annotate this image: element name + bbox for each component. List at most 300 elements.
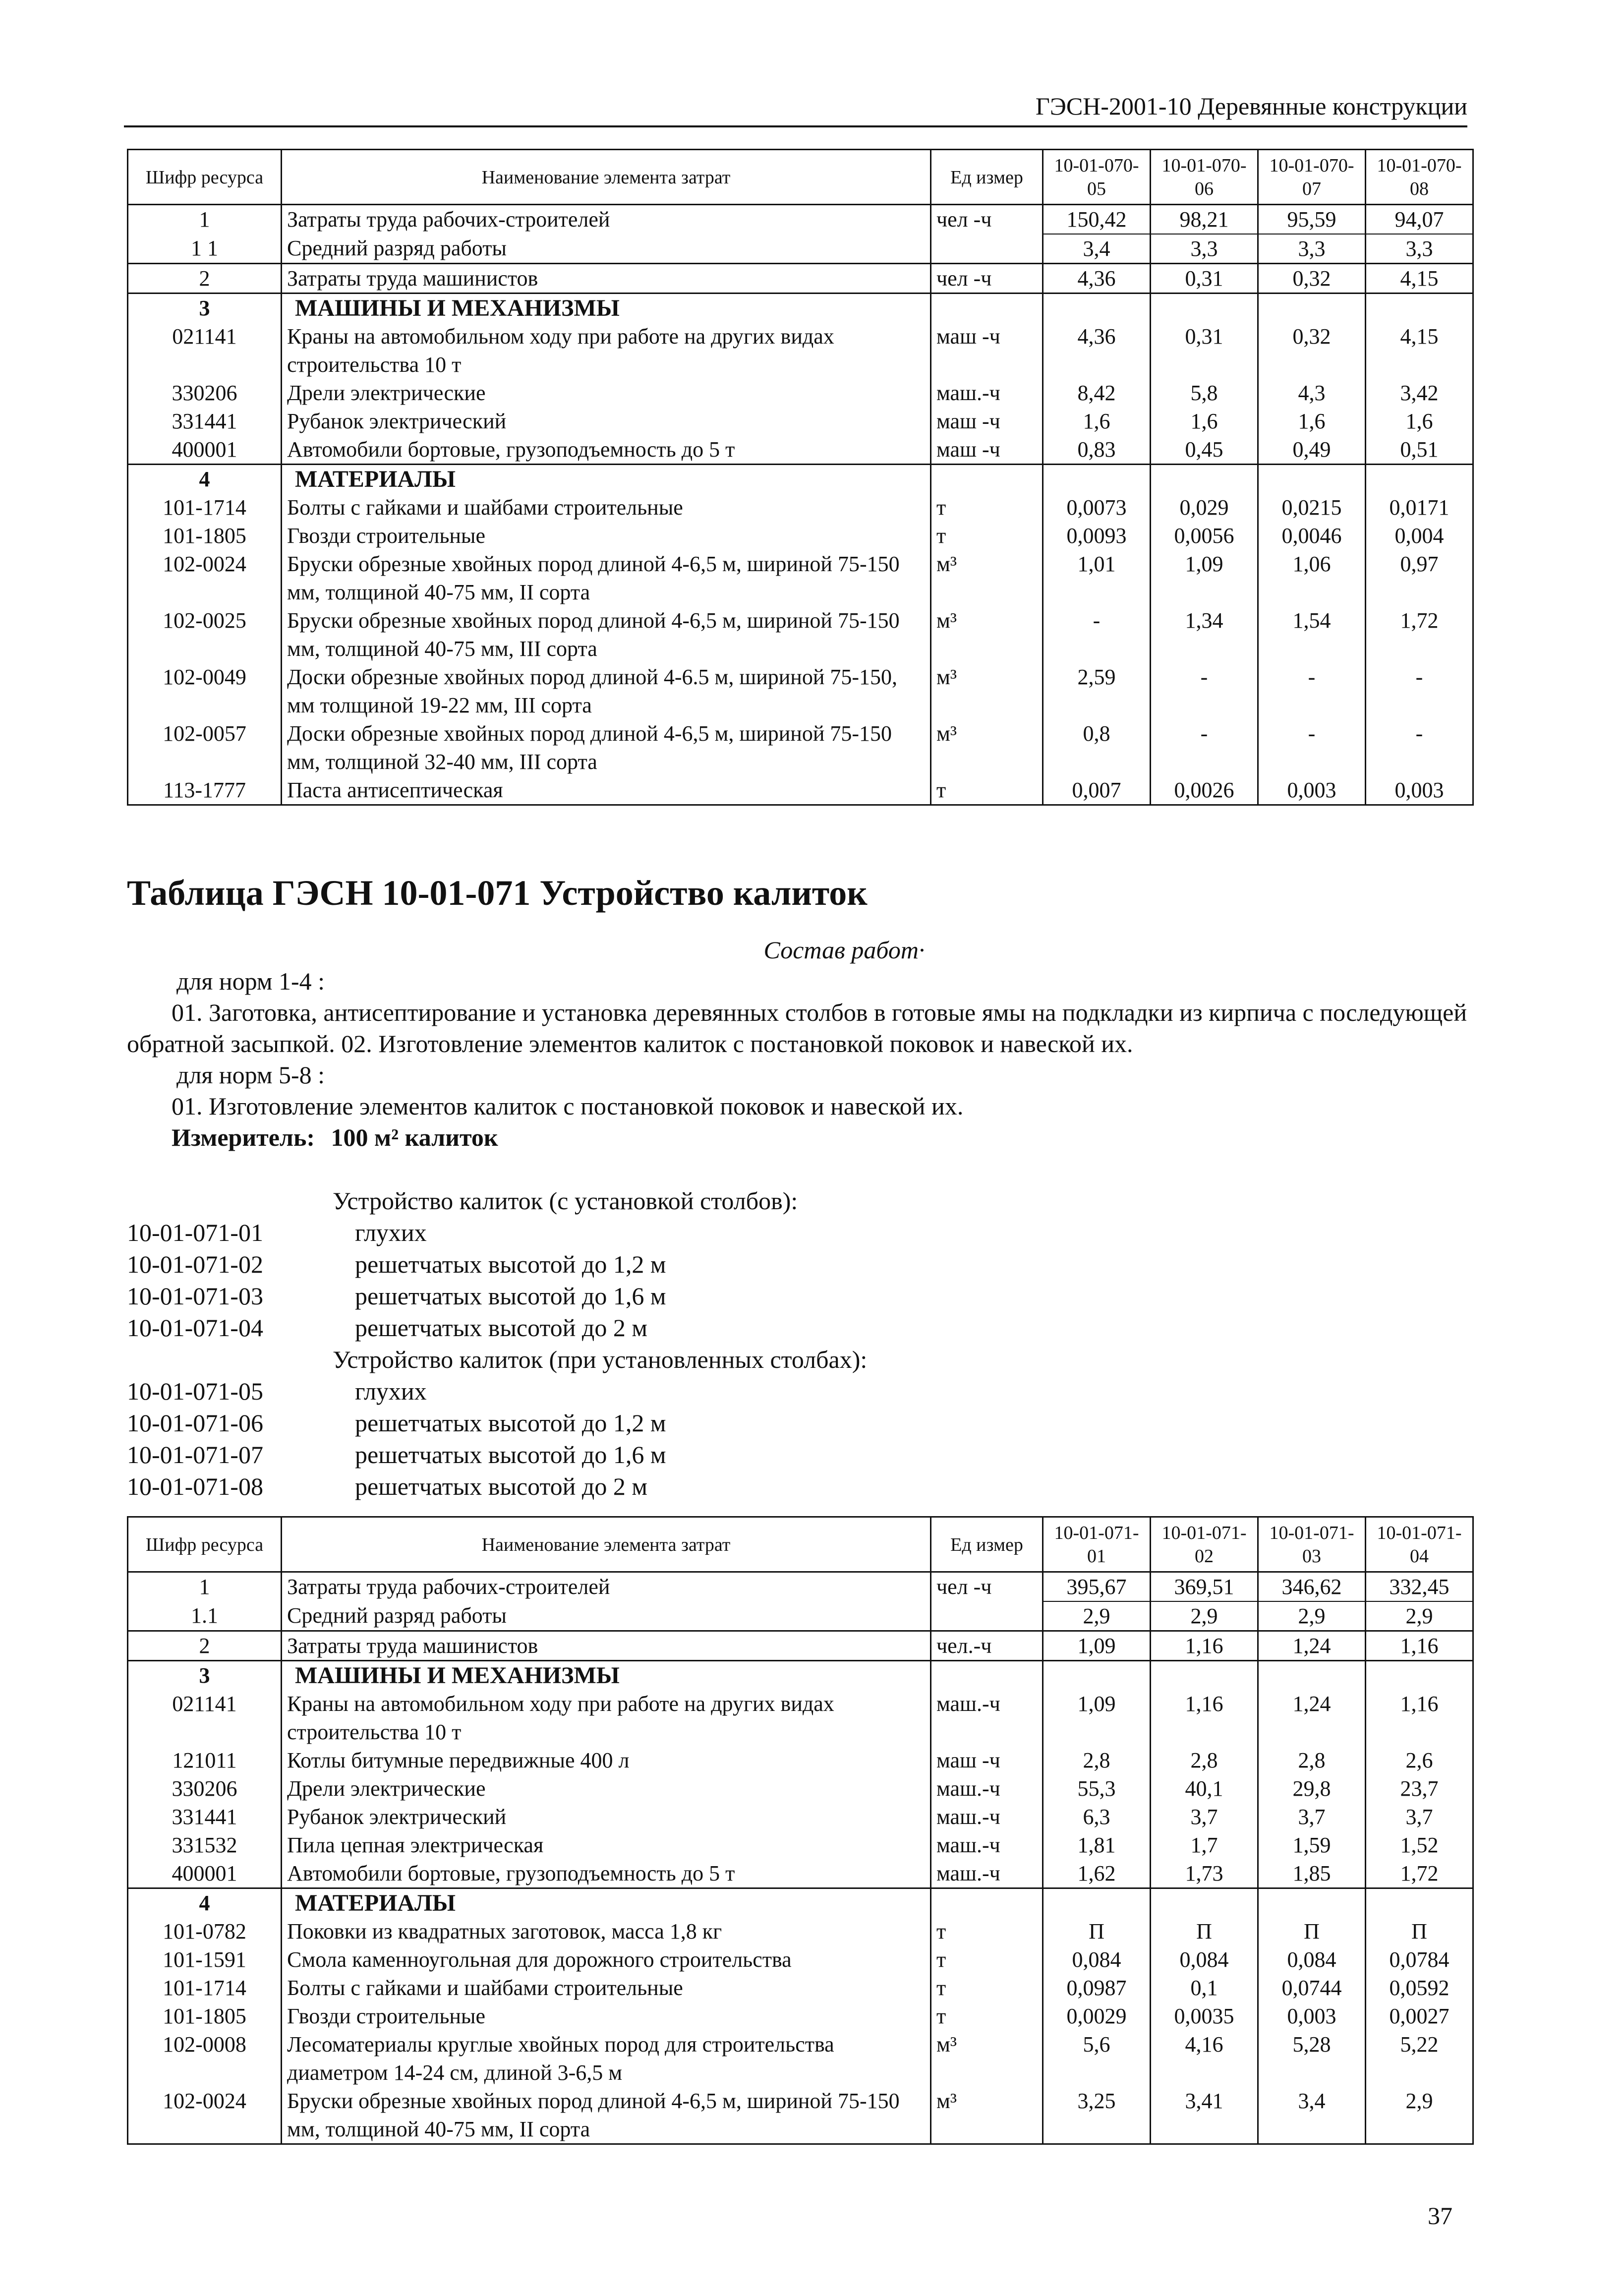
table-row: [128, 234, 1473, 264]
resource-name: Паста антисептическая: [282, 776, 931, 805]
value-cell: 1,72: [1366, 1859, 1473, 1888]
value-cell: 3,4: [1258, 2087, 1366, 2144]
norm-text: решетчатых высотой до 2 м: [355, 1314, 647, 1342]
resource-unit: маш -ч: [931, 322, 1043, 379]
value-cell: 0,0215: [1258, 493, 1366, 522]
resource-code: 101-1591: [128, 1945, 282, 1974]
resource-unit: маш -ч: [931, 1746, 1043, 1774]
value-cell: 1,73: [1151, 1859, 1258, 1888]
table-row: [128, 1690, 1473, 1746]
value-cell: 332,45: [1366, 1572, 1473, 1602]
resource-name: Автомобили бортовые, грузоподъемность до 5 т: [282, 1859, 931, 1888]
resource-unit: чел -ч: [931, 264, 1043, 294]
resource-name: Дрели электрические: [282, 1774, 931, 1803]
resource-code: 101-1714: [128, 1974, 282, 2002]
resource-code: 102-0049: [128, 663, 282, 719]
resource-code: 102-0024: [128, 550, 282, 606]
resource-code: 101-1805: [128, 2002, 282, 2030]
resource-unit: [931, 1661, 1043, 1690]
resource-code: 400001: [128, 1859, 282, 1888]
header-col-2: 10-01-071-02: [1151, 1517, 1258, 1572]
resource-name: Средний разряд работы: [282, 234, 931, 264]
resource-name: Смола каменноугольная для дорожного строительства: [282, 1945, 931, 1974]
resource-unit: т: [931, 1917, 1043, 1945]
resource-name: Бруски обрезные хвойных пород длиной 4-6,5 м, шириной 75-150 мм, толщиной 40-75 мм, II сорта: [282, 2087, 931, 2144]
resource-unit: м³: [931, 2030, 1043, 2087]
resource-code: 2: [128, 1631, 282, 1661]
resource-unit: чел -ч: [931, 205, 1043, 235]
table-row: [128, 294, 1473, 323]
value-cell: 369,51: [1151, 1572, 1258, 1602]
value-cell: 2,9: [1151, 1601, 1258, 1631]
resource-code: 102-0024: [128, 2087, 282, 2144]
resource-name: МАТЕРИАЛЫ: [282, 465, 931, 494]
resource-code: 113-1777: [128, 776, 282, 805]
resource-unit: маш -ч: [931, 407, 1043, 435]
value-cell: 1,52: [1366, 1831, 1473, 1859]
resource-name: Лесоматериалы круглые хвойных пород для строительства диаметром 14-24 см, длиной 3-6,5 м: [282, 2030, 931, 2087]
resource-name: Краны на автомобильном ходу при работе на других видах строительства 10 т: [282, 1690, 931, 1746]
measure-line: [127, 1122, 1472, 1153]
value-cell: 0,31: [1151, 322, 1258, 379]
norm-item: [127, 1312, 867, 1344]
resource-name: Бруски обрезные хвойных пород длиной 4-6,5 м, шириной 75-150 мм, толщиной 40-75 мм, II сорта: [282, 550, 931, 606]
header-code: Шифр ресурса: [128, 150, 282, 205]
value-cell: -: [1043, 606, 1151, 663]
header-name: Наименование элемента затрат: [282, 150, 931, 205]
work-5-8: 01. Изготовление элементов калиток с постановкой поковок и навеской их.: [172, 1092, 964, 1120]
table-row: [128, 435, 1473, 465]
value-cell: 95,59: [1258, 205, 1366, 235]
resource-code: 2: [128, 264, 282, 294]
value-cell: 0,003: [1258, 2002, 1366, 2030]
header-col-1: 10-01-070-05: [1043, 150, 1151, 205]
table-row: [128, 1888, 1473, 1918]
value-cell: 5,22: [1366, 2030, 1473, 2087]
resource-unit: маш.-ч: [931, 379, 1043, 407]
resource-name: Рубанок электрический: [282, 1803, 931, 1831]
resource-code: 330206: [128, 1774, 282, 1803]
norm-text: решетчатых высотой до 1,6 м: [355, 1441, 666, 1469]
resource-name: Доски обрезные хвойных пород длиной 4-6,5 м, шириной 75-150 мм, толщиной 32-40 мм, III сорта: [282, 719, 931, 776]
value-cell: 1,16: [1151, 1690, 1258, 1746]
value-cell: 0,49: [1258, 435, 1366, 465]
table-row: [128, 2087, 1473, 2144]
resource-code: 331441: [128, 1803, 282, 1831]
norm-code: 10-01-071-04: [127, 1314, 263, 1342]
norm-code: 10-01-071-06: [127, 1409, 263, 1437]
value-cell: 2,9: [1043, 1601, 1151, 1631]
value-cell: 98,21: [1151, 205, 1258, 235]
value-cell: [1151, 465, 1258, 494]
value-cell: 3,7: [1366, 1803, 1473, 1831]
value-cell: 0,97: [1366, 550, 1473, 606]
value-cell: 1,09: [1043, 1631, 1151, 1661]
value-cell: 0,084: [1151, 1945, 1258, 1974]
value-cell: 0,0987: [1043, 1974, 1151, 2002]
header-col-2: 10-01-070-06: [1151, 150, 1258, 205]
value-cell: 5,8: [1151, 379, 1258, 407]
value-cell: 6,3: [1043, 1803, 1151, 1831]
value-cell: 4,3: [1258, 379, 1366, 407]
value-cell: 0,0073: [1043, 493, 1151, 522]
value-cell: 3,25: [1043, 2087, 1151, 2144]
norms-5-8-label: для норм 5-8 :: [176, 1061, 325, 1089]
value-cell: 5,28: [1258, 2030, 1366, 2087]
value-cell: [1151, 294, 1258, 323]
value-cell: 0,0093: [1043, 522, 1151, 550]
value-cell: 1,6: [1043, 407, 1151, 435]
value-cell: П: [1151, 1917, 1258, 1945]
norm-item: [127, 1217, 867, 1248]
resource-name: Затраты труда машинистов: [282, 264, 931, 294]
value-cell: П: [1366, 1917, 1473, 1945]
value-cell: [1258, 294, 1366, 323]
norm-code: 10-01-071-05: [127, 1377, 263, 1405]
value-cell: 23,7: [1366, 1774, 1473, 1803]
value-cell: 4,15: [1366, 264, 1473, 294]
table-row: [128, 2002, 1473, 2030]
value-cell: 2,9: [1366, 1601, 1473, 1631]
value-cell: [1258, 1661, 1366, 1690]
value-cell: 3,7: [1151, 1803, 1258, 1831]
norm-group-2-items: [127, 1375, 867, 1502]
value-cell: 1,6: [1151, 407, 1258, 435]
header-unit: Ед измер: [931, 1517, 1043, 1572]
resource-unit: [931, 234, 1043, 264]
resource-name: Затраты труда машинистов: [282, 1631, 931, 1661]
value-cell: [1043, 1661, 1151, 1690]
value-cell: [1366, 1661, 1473, 1690]
value-cell: П: [1258, 1917, 1366, 1945]
value-cell: 2,6: [1366, 1746, 1473, 1774]
value-cell: 1,72: [1366, 606, 1473, 663]
resource-name: Средний разряд работы: [282, 1601, 931, 1631]
resource-name: Автомобили бортовые, грузоподъемность до 5 т: [282, 435, 931, 465]
resource-name: МАТЕРИАЛЫ: [282, 1888, 931, 1918]
table-row: [128, 1974, 1473, 2002]
resource-code: 101-1805: [128, 522, 282, 550]
running-header: ГЭСН-2001-10 Деревянные конструкции: [124, 92, 1467, 127]
resource-code: 102-0057: [128, 719, 282, 776]
value-cell: 0,0784: [1366, 1945, 1473, 1974]
norm-code: 10-01-071-03: [127, 1282, 263, 1310]
table-row: [128, 1917, 1473, 1945]
header-code: Шифр ресурса: [128, 1517, 282, 1572]
header-col-3: 10-01-070-07: [1258, 150, 1366, 205]
resource-name: Краны на автомобильном ходу при работе на других видах строительства 10 т: [282, 322, 931, 379]
header-name: Наименование элемента затрат: [282, 1517, 931, 1572]
table-row: [128, 1601, 1473, 1631]
table-title: Таблица ГЭСН 10-01-071 Устройство калиток: [127, 873, 868, 913]
value-cell: [1366, 294, 1473, 323]
table-row: [128, 550, 1473, 606]
table-row: [128, 465, 1473, 494]
measure-value: 100 м² калиток: [331, 1123, 498, 1151]
resource-unit: чел -ч: [931, 1572, 1043, 1602]
resource-unit: т: [931, 776, 1043, 805]
resource-unit: м³: [931, 663, 1043, 719]
value-cell: [1258, 465, 1366, 494]
value-cell: 4,36: [1043, 322, 1151, 379]
value-cell: 1,85: [1258, 1859, 1366, 1888]
norm-group-1: Устройство калиток (с установкой столбов):: [333, 1187, 798, 1215]
value-cell: 1,54: [1258, 606, 1366, 663]
table-row: [128, 1859, 1473, 1888]
value-cell: [1151, 1661, 1258, 1690]
work-composition: [127, 935, 1472, 1153]
value-cell: 1,62: [1043, 1859, 1151, 1888]
value-cell: 1,16: [1366, 1690, 1473, 1746]
value-cell: 2,8: [1258, 1746, 1366, 1774]
value-cell: 346,62: [1258, 1572, 1366, 1602]
value-cell: 2,59: [1043, 663, 1151, 719]
value-cell: [1043, 1888, 1151, 1918]
value-cell: 4,16: [1151, 2030, 1258, 2087]
resource-name: Гвозди строительные: [282, 522, 931, 550]
value-cell: 0,004: [1366, 522, 1473, 550]
resource-name: Затраты труда рабочих-строителей: [282, 205, 931, 235]
value-cell: 395,67: [1043, 1572, 1151, 1602]
value-cell: [1366, 1888, 1473, 1918]
table-row: [128, 522, 1473, 550]
resource-name: Рубанок электрический: [282, 407, 931, 435]
value-cell: 0,003: [1258, 776, 1366, 805]
value-cell: 2,8: [1151, 1746, 1258, 1774]
norm-group-1-items: [127, 1217, 867, 1344]
value-cell: 1,34: [1151, 606, 1258, 663]
resource-name: Поковки из квадратных заготовок, масса 1,8 кг: [282, 1917, 931, 1945]
resource-unit: т: [931, 522, 1043, 550]
resource-name: Затраты труда рабочих-строителей: [282, 1572, 931, 1602]
norm-item: [127, 1439, 867, 1470]
table-row: [128, 2030, 1473, 2087]
table-row: [128, 493, 1473, 522]
resource-unit: маш.-ч: [931, 1774, 1043, 1803]
resource-code: 3: [128, 294, 282, 323]
table-row: [128, 1831, 1473, 1859]
table-row: [128, 1746, 1473, 1774]
resource-code: 021141: [128, 322, 282, 379]
resource-unit: т: [931, 493, 1043, 522]
value-cell: 94,07: [1366, 205, 1473, 235]
table-row: [128, 663, 1473, 719]
value-cell: [1151, 1888, 1258, 1918]
resource-unit: маш -ч: [931, 435, 1043, 465]
resource-code: 102-0025: [128, 606, 282, 663]
table-row: [128, 1945, 1473, 1974]
resource-name: Гвозди строительные: [282, 2002, 931, 2030]
resource-unit: маш.-ч: [931, 1690, 1043, 1746]
header-col-3: 10-01-071-03: [1258, 1517, 1366, 1572]
value-cell: 0,0171: [1366, 493, 1473, 522]
value-cell: -: [1258, 719, 1366, 776]
norm-item: [127, 1470, 867, 1502]
value-cell: 29,8: [1258, 1774, 1366, 1803]
resource-code: 101-0782: [128, 1917, 282, 1945]
resource-code: 331532: [128, 1831, 282, 1859]
table-body: [128, 205, 1473, 805]
resource-unit: маш.-ч: [931, 1859, 1043, 1888]
table-row: [128, 264, 1473, 294]
value-cell: 0,0056: [1151, 522, 1258, 550]
table-row: [128, 776, 1473, 805]
value-cell: 1,6: [1258, 407, 1366, 435]
table-row: [128, 719, 1473, 776]
value-cell: 0,084: [1258, 1945, 1366, 1974]
value-cell: 0,51: [1366, 435, 1473, 465]
value-cell: 5,6: [1043, 2030, 1151, 2087]
table-row: [128, 322, 1473, 379]
value-cell: 1,24: [1258, 1690, 1366, 1746]
value-cell: 3,42: [1366, 379, 1473, 407]
resource-code: 4: [128, 1888, 282, 1918]
value-cell: 1,81: [1043, 1831, 1151, 1859]
resource-name: Котлы битумные передвижные 400 л: [282, 1746, 931, 1774]
value-cell: 0,0027: [1366, 2002, 1473, 2030]
resource-unit: м³: [931, 719, 1043, 776]
resource-unit: чел.-ч: [931, 1631, 1043, 1661]
resource-unit: м³: [931, 606, 1043, 663]
table-row: [128, 1803, 1473, 1831]
value-cell: -: [1366, 663, 1473, 719]
table-body: [128, 1572, 1473, 2144]
value-cell: 1,16: [1366, 1631, 1473, 1661]
resource-code: 1: [128, 205, 282, 235]
value-cell: 8,42: [1043, 379, 1151, 407]
value-cell: 3,7: [1258, 1803, 1366, 1831]
value-cell: [1258, 1888, 1366, 1918]
resource-unit: т: [931, 1974, 1043, 2002]
value-cell: 4,15: [1366, 322, 1473, 379]
table-row: [128, 407, 1473, 435]
resource-code: 101-1714: [128, 493, 282, 522]
resource-name: Болты с гайками и шайбами строительные: [282, 493, 931, 522]
value-cell: 0,003: [1366, 776, 1473, 805]
table-row: [128, 1631, 1473, 1661]
resource-name: Доски обрезные хвойных пород длиной 4-6.5 м, шириной 75-150, мм толщиной 19-22 мм, III сорта: [282, 663, 931, 719]
resource-unit: маш.-ч: [931, 1803, 1043, 1831]
value-cell: 1,06: [1258, 550, 1366, 606]
measure-label: Измеритель:: [172, 1123, 315, 1151]
table-row: [128, 1661, 1473, 1690]
resource-unit: [931, 1888, 1043, 1918]
table-row: [128, 606, 1473, 663]
value-cell: 3,3: [1258, 234, 1366, 264]
norm-code: 10-01-071-02: [127, 1250, 263, 1278]
value-cell: 0,0744: [1258, 1974, 1366, 2002]
norm-group-2: Устройство калиток (при установленных столбах):: [333, 1346, 868, 1373]
value-cell: 55,3: [1043, 1774, 1151, 1803]
norm-item: [127, 1407, 867, 1439]
resource-name: Болты с гайками и шайбами строительные: [282, 1974, 931, 2002]
resource-code: 3: [128, 1661, 282, 1690]
norm-code: 10-01-071-01: [127, 1219, 263, 1246]
value-cell: 2,8: [1043, 1746, 1151, 1774]
value-cell: 3,3: [1366, 234, 1473, 264]
value-cell: 0,0035: [1151, 2002, 1258, 2030]
norm-text: глухих: [355, 1219, 427, 1246]
value-cell: 0,45: [1151, 435, 1258, 465]
value-cell: [1043, 465, 1151, 494]
norm-text: глухих: [355, 1377, 427, 1405]
value-cell: 4,36: [1043, 264, 1151, 294]
value-cell: 2,9: [1258, 1601, 1366, 1631]
resource-code: 400001: [128, 435, 282, 465]
resource-name: Бруски обрезные хвойных пород длиной 4-6,5 м, шириной 75-150 мм, толщиной 40-75 мм, III сорта: [282, 606, 931, 663]
table-row: [128, 1774, 1473, 1803]
value-cell: 0,83: [1043, 435, 1151, 465]
resource-unit: м³: [931, 550, 1043, 606]
value-cell: 1,01: [1043, 550, 1151, 606]
resource-code: 330206: [128, 379, 282, 407]
resource-code: 102-0008: [128, 2030, 282, 2087]
value-cell: 1,7: [1151, 1831, 1258, 1859]
resource-code: 1: [128, 1572, 282, 1602]
value-cell: 0,0029: [1043, 2002, 1151, 2030]
table-row: [128, 1572, 1473, 1602]
header-col-4: 10-01-071-04: [1366, 1517, 1473, 1572]
value-cell: 150,42: [1043, 205, 1151, 235]
norms-list: [127, 1185, 867, 1502]
value-cell: 3,3: [1151, 234, 1258, 264]
value-cell: 1,09: [1043, 1690, 1151, 1746]
value-cell: 0,0592: [1366, 1974, 1473, 2002]
value-cell: -: [1151, 719, 1258, 776]
resource-name: МАШИНЫ И МЕХАНИЗМЫ: [282, 1661, 931, 1690]
resource-unit: м³: [931, 2087, 1043, 2144]
resource-table-070: [127, 149, 1474, 806]
resource-name: МАШИНЫ И МЕХАНИЗМЫ: [282, 294, 931, 323]
value-cell: 0,32: [1258, 322, 1366, 379]
resource-name: Дрели электрические: [282, 379, 931, 407]
value-cell: 1,16: [1151, 1631, 1258, 1661]
value-cell: 40,1: [1151, 1774, 1258, 1803]
table-header-row: [128, 150, 1473, 205]
table-row: [128, 205, 1473, 235]
value-cell: [1366, 465, 1473, 494]
resource-unit: т: [931, 1945, 1043, 1974]
resource-table-071: [127, 1516, 1474, 2145]
resource-unit: [931, 294, 1043, 323]
norm-text: решетчатых высотой до 1,2 м: [355, 1409, 666, 1437]
resource-code: 4: [128, 465, 282, 494]
header-unit: Ед измер: [931, 150, 1043, 205]
table-row: [128, 379, 1473, 407]
value-cell: -: [1366, 719, 1473, 776]
value-cell: 1,24: [1258, 1631, 1366, 1661]
norm-item: [127, 1375, 867, 1407]
header-col-4: 10-01-070-08: [1366, 150, 1473, 205]
value-cell: 1,09: [1151, 550, 1258, 606]
resource-unit: [931, 465, 1043, 494]
value-cell: 0,1: [1151, 1974, 1258, 2002]
resource-code: 1 1: [128, 234, 282, 264]
resource-unit: т: [931, 2002, 1043, 2030]
norm-text: решетчатых высотой до 1,2 м: [355, 1250, 666, 1278]
value-cell: -: [1258, 663, 1366, 719]
value-cell: 0,029: [1151, 493, 1258, 522]
resource-code: 331441: [128, 407, 282, 435]
value-cell: 1,6: [1366, 407, 1473, 435]
value-cell: 0,31: [1151, 264, 1258, 294]
value-cell: 0,32: [1258, 264, 1366, 294]
norms-1-4-label: для норм 1-4 :: [176, 967, 325, 995]
value-cell: [1043, 294, 1151, 323]
norm-code: 10-01-071-08: [127, 1472, 263, 1500]
resource-code: 1.1: [128, 1601, 282, 1631]
norm-text: решетчатых высотой до 2 м: [355, 1472, 647, 1500]
